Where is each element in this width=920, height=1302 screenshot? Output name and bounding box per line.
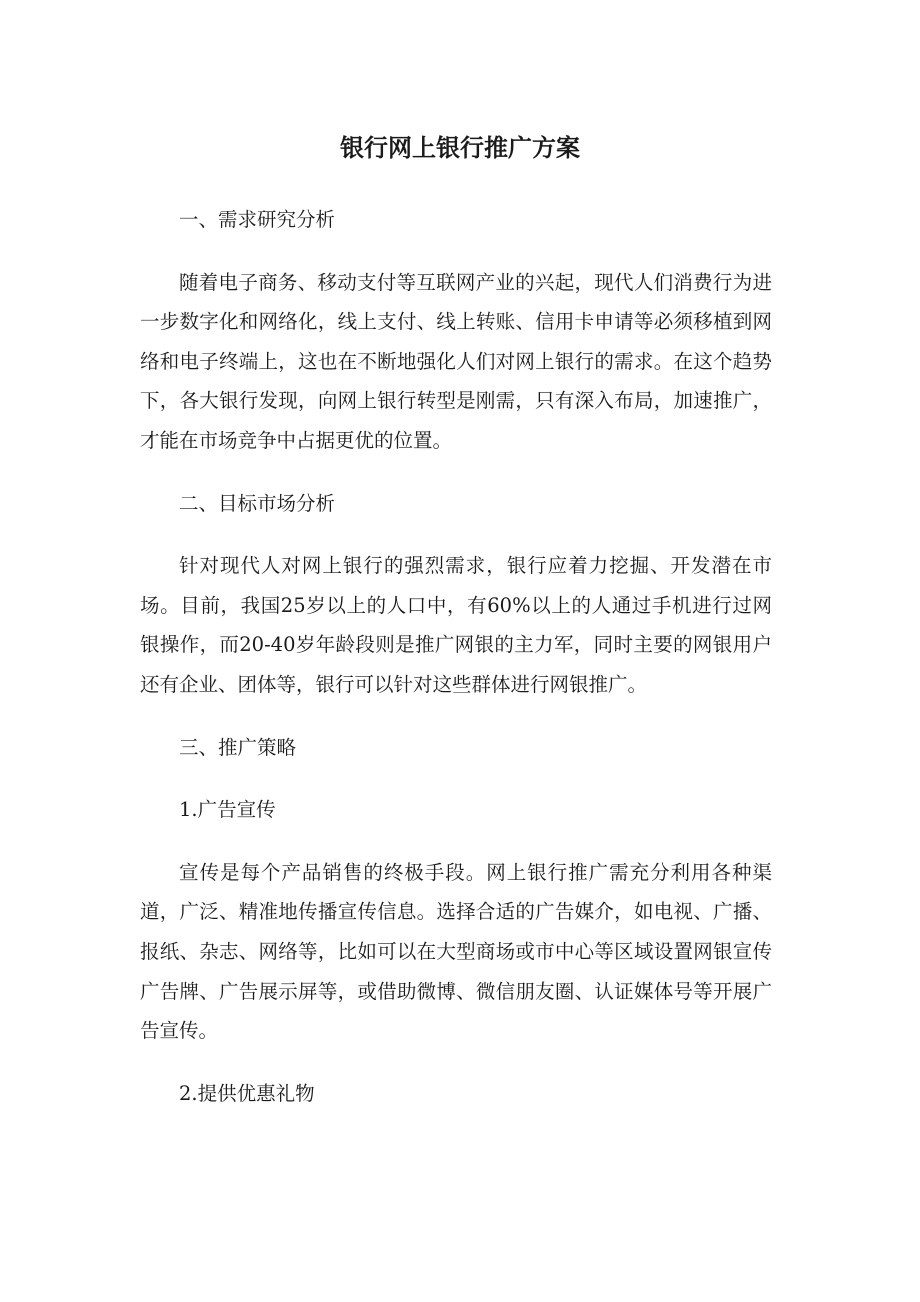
subheading-gifts: 2.提供优惠礼物	[179, 1081, 315, 1105]
paragraph-advertising: 宣传是每个产品销售的终极手段。网上银行推广需充分利用各种渠道，广泛、精准地传播宣传信息。选择合适的广告媒介，如电视、广播、报纸、杂志、网络等，比如可以在大型商场或市中心等区域设置网银宣传广告牌、广告展示屏等，或借助微博、微信朋友圈、认证媒体号等开展广告宣传。	[140, 860, 772, 1043]
section-heading-strategy: 三、推广策略	[179, 735, 297, 759]
section-heading-target-market: 二、目标市场分析	[179, 491, 336, 515]
subheading-advertising: 1.广告宣传	[179, 798, 276, 822]
section-heading-demand-analysis: 一、需求研究分析	[179, 208, 336, 231]
paragraph-demand-analysis: 随着电子商务、移动支付等互联网产业的兴起，现代人们消费行为进一步数字化和网络化，线上支付、线上转账、信用卡申请等必须移植到网络和电子终端上，这也在不断地强化人们对网上银行的需求。在这个趋势下，各大银行发现，向网上银行转型是刚需，只有深入布局，加速推广，才能在市场竞争中占据更优的位置。	[140, 270, 772, 452]
document-body	[140, 200, 772, 1136]
paragraph-target-market: 针对现代人对网上银行的强烈需求，银行应着力挖掘、开发潜在市场。目前，我国25岁以上的人口中，有60%以上的人通过手机进行过网银操作，而20-40岁年龄段则是推广网银的主力军，同时主要的网银用户还有企业、团体等，银行可以针对这些群体进行网银推广。	[140, 554, 772, 696]
document-title: 银行网上银行推广方案	[340, 134, 580, 162]
